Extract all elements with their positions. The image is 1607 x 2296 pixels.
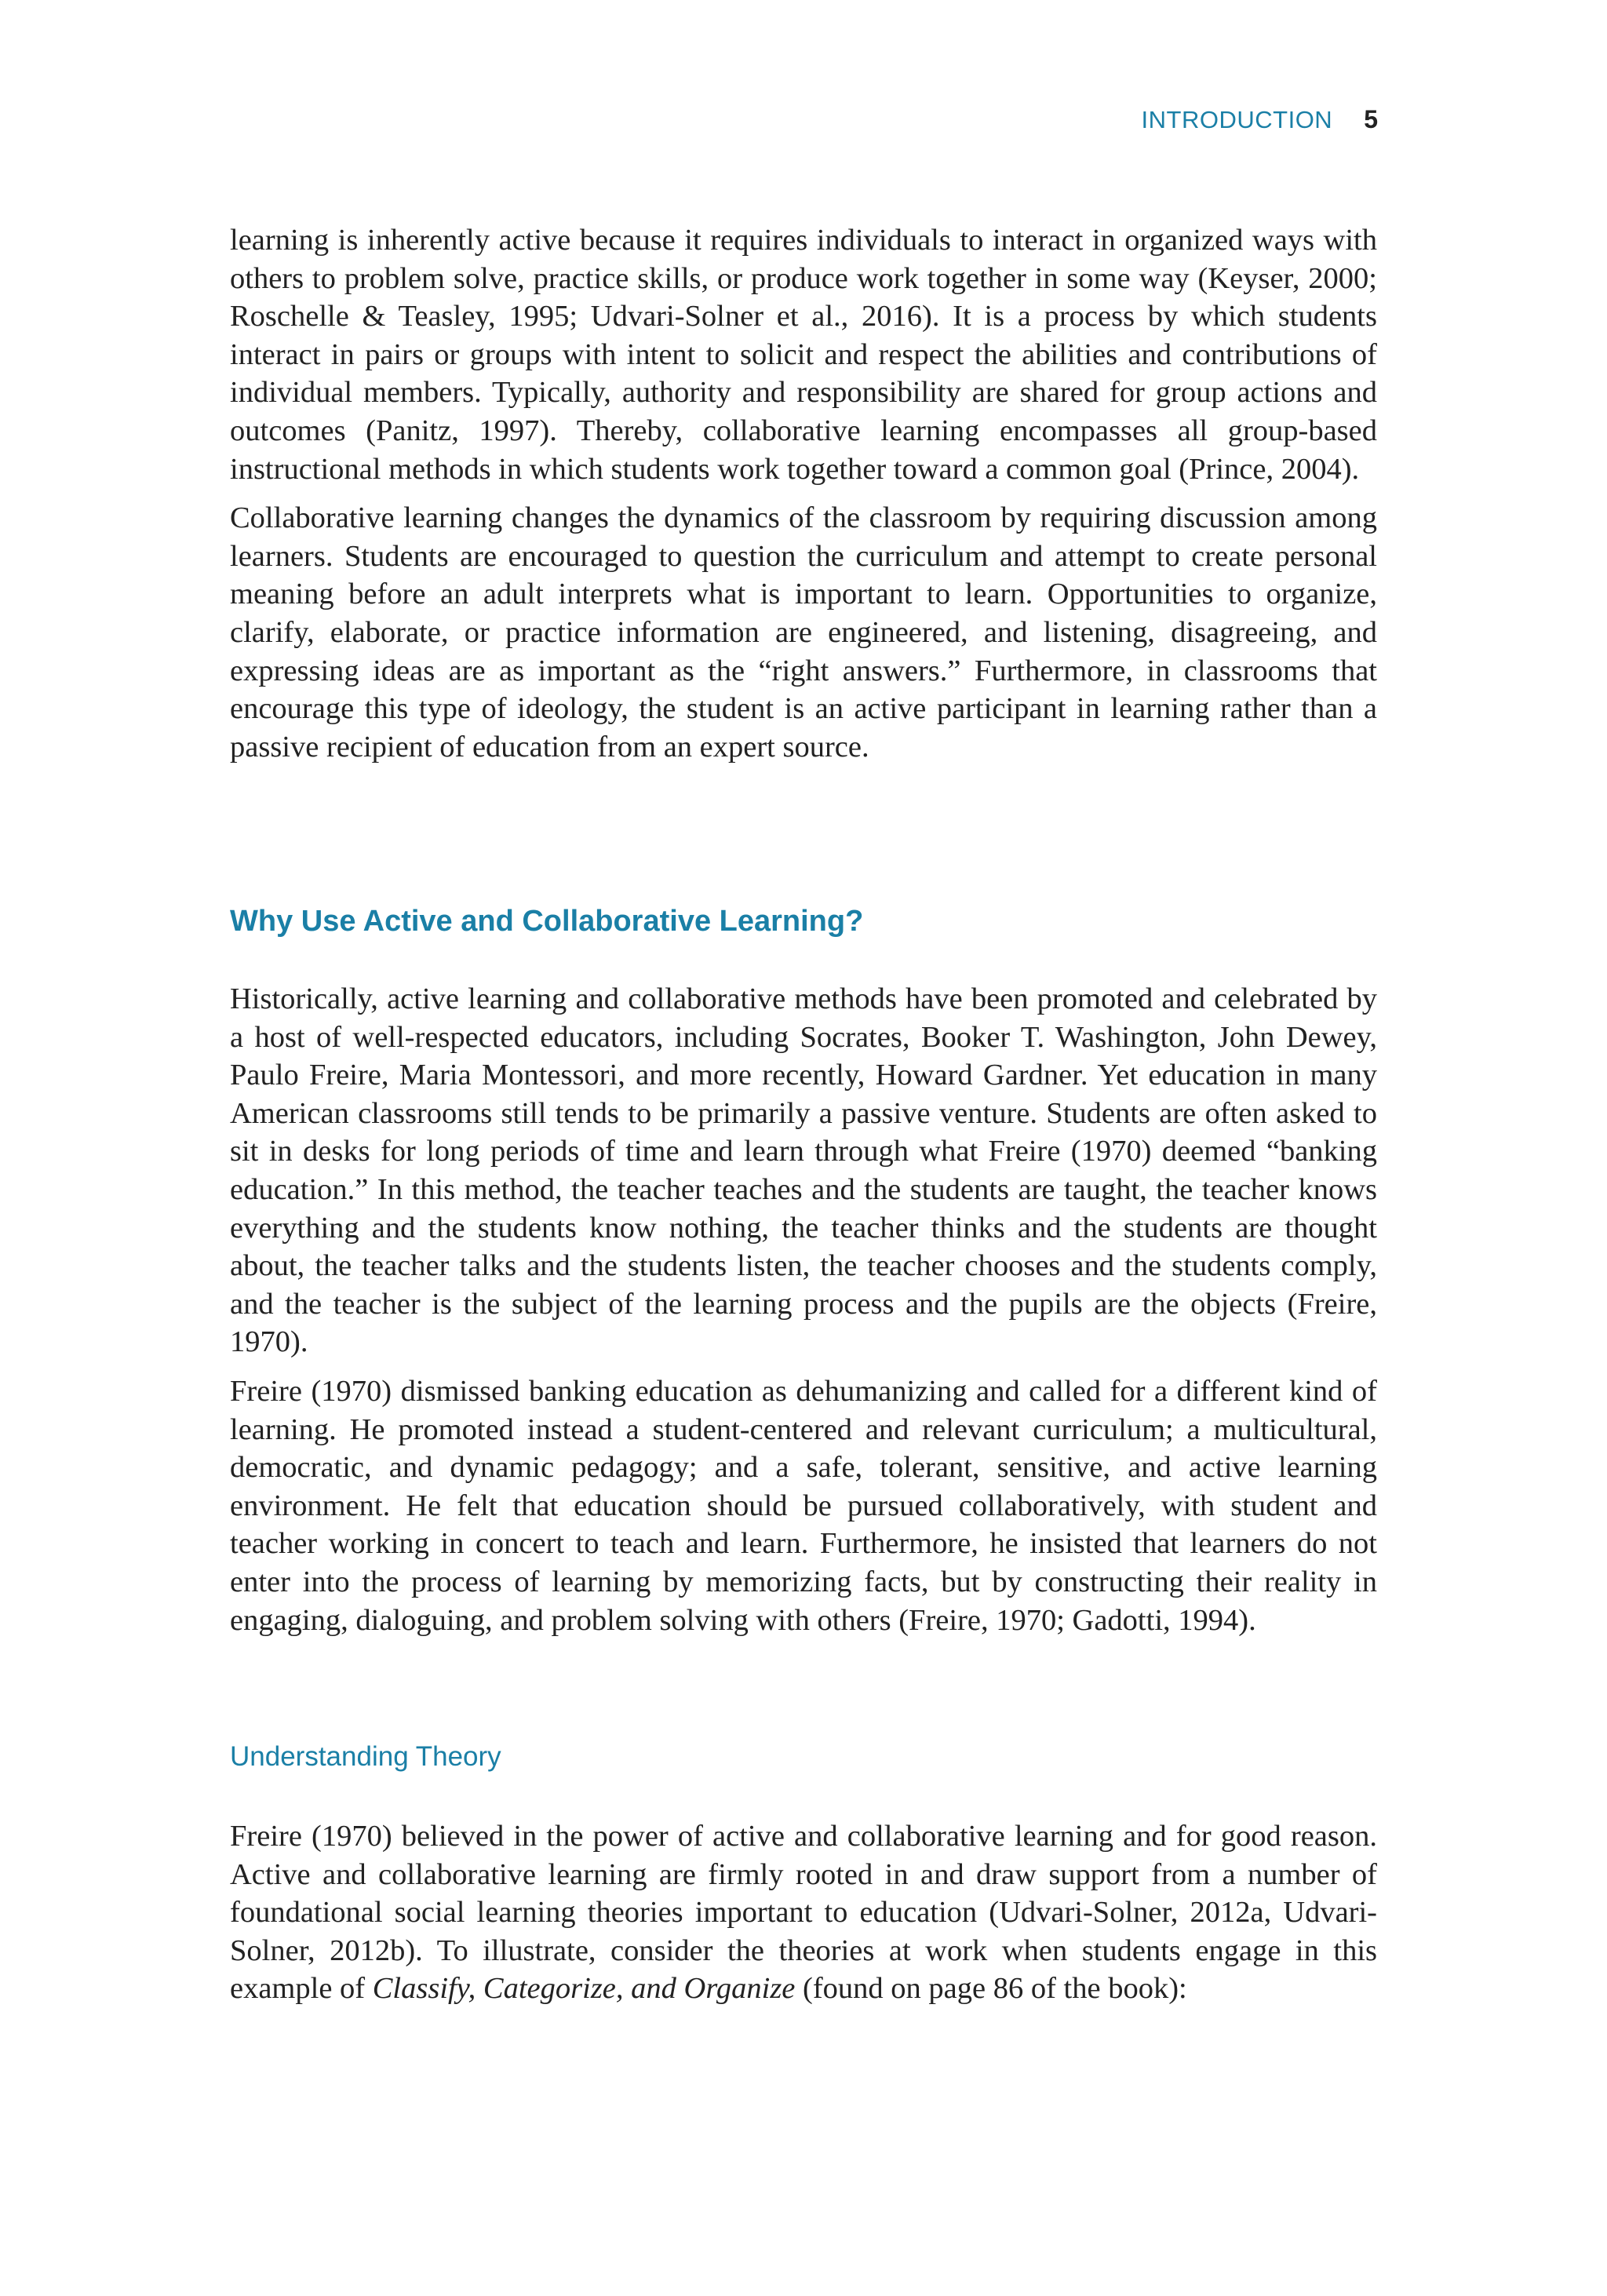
section-text-block [230, 980, 1377, 1639]
paragraph-text: Freire (1970) believed in the power of active and collaborative learning and for good reason. Active and collaborative learning are firmly rooted in and draw support from a number of foundational social learning theories important to education (Udvari-Solner, 2012a, Udvari-Solner, 2012b). To illustrate, consider the theories at work when students engage in this example of [230, 1820, 1377, 2006]
subsection-text-block [230, 1817, 1377, 2008]
section-heading: Why Use Active and Collaborative Learning? [230, 905, 864, 938]
opening-text-block [230, 221, 1377, 766]
subsection-heading: Understanding Theory [230, 1741, 501, 1772]
paragraph: Collaborative learning changes the dynamics of the classroom by requiring discussion among learners. Students are encouraged to question the curriculum and attempt to create personal meaning before an adult interprets what is important to learn. Opportunities to organize, clarify, elaborate, or practice information are engineered, and listening, disagreeing, and expressing ideas are as important as the “right answers.” Furthermore, in classrooms that encourage this type of ideology, the student is an active participant in learning rather than a passive recipient of education from an expert source. [230, 501, 1377, 764]
paragraph-text: (found on page 86 of the book): [795, 1972, 1187, 2006]
activity-title: Classify, Categorize, and Organize [372, 1972, 796, 2006]
running-header [1142, 105, 1378, 134]
paragraph [230, 1817, 1377, 2008]
running-header-section: INTRODUCTION [1141, 106, 1333, 133]
paragraph: Historically, active learning and collaborative methods have been promoted and celebrated by a host of well-respected educators, including Socrates, Booker T. Washington, John Dewey, Paulo Freire, Maria Montessori, and more recently, Howard Gardner. Yet education in many American classrooms still tends to be primarily a passive venture. Students are often asked to sit in desks for long periods of time and learn through what Freire (1970) deemed “banking education.” In this method, the teacher teaches and the students are taught, the teacher knows everything and the students know nothing, the teacher thinks and the students are thought about, the teacher talks and the students listen, the teacher chooses and the students comply, and the teacher is the subject of the learning process and the pupils are the objects (Freire, 1970). [230, 982, 1377, 1359]
paragraph: Freire (1970) dismissed banking education as dehumanizing and called for a different kind of learning. He promoted instead a student-centered and relevant curriculum; a multicultural, democratic, and dynamic pedagogy; and a safe, tolerant, sensitive, and active learning environment. He felt that education should be pursued collaboratively, with student and teacher working in concert to teach and learn. Furthermore, he insisted that learners do not enter into the process of learning by memorizing facts, but by constructing their reality in engaging, dialoguing, and problem solving with others (Freire, 1970; Gadotti, 1994). [230, 1374, 1377, 1637]
paragraph: learning is inherently active because it requires individuals to interact in organized ways with others to problem solve, practice skills, or produce work together in some way (Keyser, 2000; Roschelle & Teasley, 1995; Udvari-Solner et al., 2016). It is a process by which students interact in pairs or groups with intent to solicit and respect the abilities and contributions of individual members. Typically, authority and responsibility are shared for group actions and outcomes (Panitz, 1997). Thereby, collaborative learning encompasses all group-based instructional methods in which students work together toward a common goal (Prince, 2004). [230, 224, 1377, 486]
page-number: 5 [1364, 105, 1378, 133]
